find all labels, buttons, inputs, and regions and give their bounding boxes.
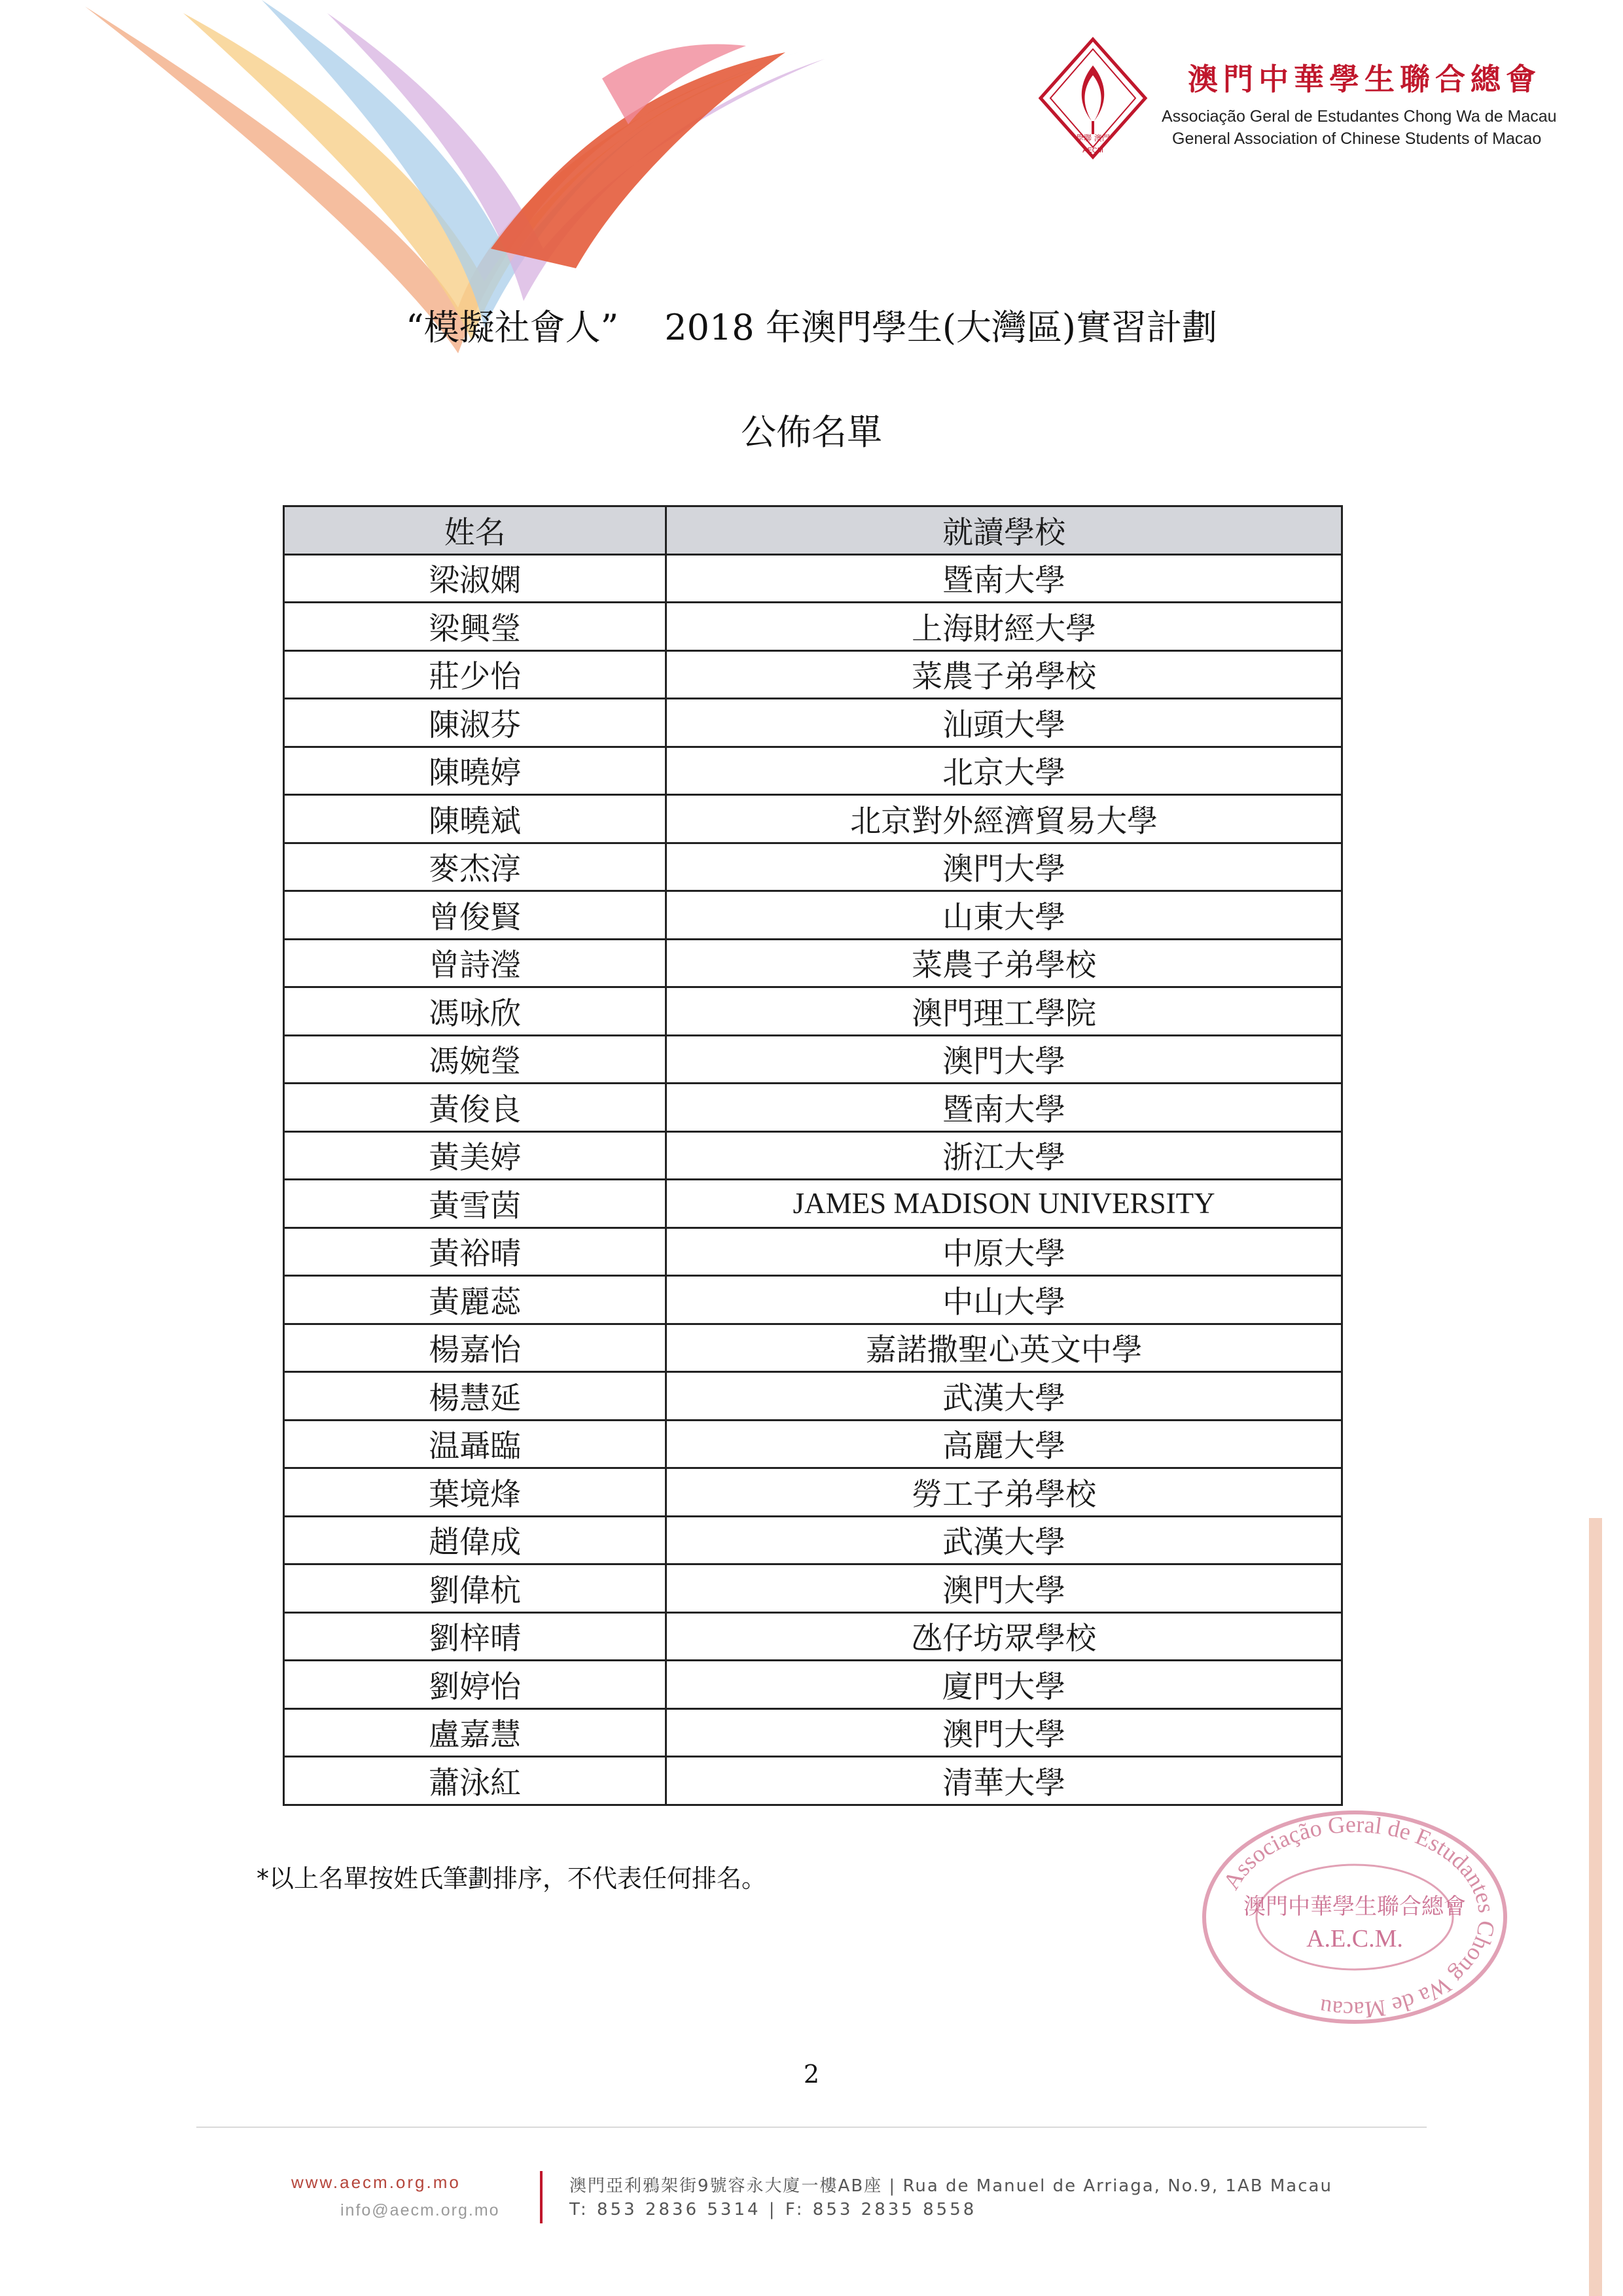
table-row xyxy=(284,554,1342,603)
table-row xyxy=(284,795,1342,843)
scan-edge-bar xyxy=(1589,1518,1602,2296)
student-school: 廈門大學 xyxy=(666,1661,1342,1709)
document-title xyxy=(0,300,1623,350)
table-row xyxy=(284,1661,1342,1709)
org-logo xyxy=(1034,36,1152,167)
student-school: 北京對外經濟貿易大學 xyxy=(666,795,1342,843)
title-main: 2018 年澳門學生(大灣區)實習計劃 xyxy=(664,307,1217,348)
student-name: 陳曉婷 xyxy=(284,747,666,795)
table-row xyxy=(284,603,1342,651)
student-name: 温聶臨 xyxy=(284,1420,666,1468)
student-school: 澳門大學 xyxy=(666,1035,1342,1084)
student-name: 葉境烽 xyxy=(284,1468,666,1517)
logo-text-top: 學聯 澳門 xyxy=(1076,133,1110,143)
student-school: 中原大學 xyxy=(666,1227,1342,1276)
footnote: *以上名單按姓氏筆劃排序，不代表任何排名。 xyxy=(257,1864,767,1893)
table-row xyxy=(284,1084,1342,1132)
student-school: 高麗大學 xyxy=(666,1420,1342,1468)
footer-divider xyxy=(196,2127,1427,2128)
org-name-en: General Association of Chinese Students of Macao xyxy=(1172,130,1542,148)
student-name: 馮咏欣 xyxy=(284,987,666,1036)
student-school: 菜農子弟學校 xyxy=(666,939,1342,987)
table-row xyxy=(284,1372,1342,1421)
student-name: 蕭泳紅 xyxy=(284,1757,666,1805)
table-row xyxy=(284,1612,1342,1661)
student-school: 中山大學 xyxy=(666,1276,1342,1324)
table-row xyxy=(284,699,1342,747)
official-seal-stamp xyxy=(1185,1806,1525,2028)
table-row xyxy=(284,650,1342,699)
org-name-pt: Associação Geral de Estudantes Chong Wa de Macau xyxy=(1162,107,1557,126)
table-row xyxy=(284,1276,1342,1324)
student-name: 麥杰淳 xyxy=(284,843,666,891)
student-school: 浙江大學 xyxy=(666,1131,1342,1180)
student-school: 澳門大學 xyxy=(666,843,1342,891)
table-row xyxy=(284,1420,1342,1468)
student-name: 劉偉杭 xyxy=(284,1564,666,1613)
table-row xyxy=(284,939,1342,987)
footer-separator xyxy=(540,2171,543,2223)
table-row xyxy=(284,1516,1342,1564)
student-name: 黃麗蕊 xyxy=(284,1276,666,1324)
student-name: 曾詩瀅 xyxy=(284,939,666,987)
student-name: 陳淑芬 xyxy=(284,699,666,747)
student-school: 澳門大學 xyxy=(666,1708,1342,1757)
table-header-row xyxy=(284,506,1342,555)
table-row xyxy=(284,891,1342,940)
student-school: 武漢大學 xyxy=(666,1516,1342,1564)
student-school: 暨南大學 xyxy=(666,1084,1342,1132)
table-row xyxy=(284,1708,1342,1757)
table-row xyxy=(284,1227,1342,1276)
page-number: 2 xyxy=(803,2060,820,2089)
table-row xyxy=(284,1468,1342,1517)
student-name: 劉梓晴 xyxy=(284,1612,666,1661)
student-school: 上海財經大學 xyxy=(666,603,1342,651)
student-school: 北京大學 xyxy=(666,747,1342,795)
student-name: 曾俊賢 xyxy=(284,891,666,940)
student-name: 盧嘉慧 xyxy=(284,1708,666,1757)
document-subtitle: 公佈名單 xyxy=(741,412,882,453)
table-row xyxy=(284,1324,1342,1372)
student-name: 馮婉瑩 xyxy=(284,1035,666,1084)
table-row xyxy=(284,1180,1342,1228)
table-row xyxy=(284,987,1342,1036)
student-name: 楊嘉怡 xyxy=(284,1324,666,1372)
student-school: 勞工子弟學校 xyxy=(666,1468,1342,1517)
footer-website[interactable]: www.aecm.org.mo xyxy=(291,2172,461,2192)
roster-table xyxy=(283,505,1343,1806)
student-name: 黃俊良 xyxy=(284,1084,666,1132)
student-school: 嘉諾撒聖心英文中學 xyxy=(666,1324,1342,1372)
seal-inner-cn: 澳門中華學生聯合總會 xyxy=(1243,1894,1466,1920)
table-row xyxy=(284,747,1342,795)
table-row xyxy=(284,843,1342,891)
title-quote: “模擬社會人” xyxy=(406,307,619,348)
seal-outer-text: Associação Geral de Estudantes Chong Wa de Macau xyxy=(1217,1810,1501,2024)
logo-text-bottom: AECM xyxy=(1082,147,1103,154)
student-name: 黃裕晴 xyxy=(284,1227,666,1276)
header-name: 姓名 xyxy=(284,506,666,555)
footer-phone-fax: T: 853 2836 5314 | F: 853 2835 8558 xyxy=(569,2200,977,2219)
student-school: 山東大學 xyxy=(666,891,1342,940)
table-row xyxy=(284,1131,1342,1180)
student-school: 澳門理工學院 xyxy=(666,987,1342,1036)
student-school: 菜農子弟學校 xyxy=(666,650,1342,699)
footer-email[interactable]: info@aecm.org.mo xyxy=(340,2201,500,2219)
seal-inner-abbr: A.E.C.M. xyxy=(1306,1925,1403,1952)
student-name: 黃美婷 xyxy=(284,1131,666,1180)
student-school: 氹仔坊眾學校 xyxy=(666,1612,1342,1661)
student-name: 陳曉斌 xyxy=(284,795,666,843)
student-name: 趙偉成 xyxy=(284,1516,666,1564)
header-school: 就讀學校 xyxy=(666,506,1342,555)
table-row xyxy=(284,1757,1342,1805)
student-school: 清華大學 xyxy=(666,1757,1342,1805)
org-name-block xyxy=(1162,56,1580,150)
student-name: 梁興瑩 xyxy=(284,603,666,651)
student-name: 莊少怡 xyxy=(284,650,666,699)
table-row xyxy=(284,1035,1342,1084)
student-school: 暨南大學 xyxy=(666,554,1342,603)
student-school: JAMES MADISON UNIVERSITY xyxy=(666,1180,1342,1228)
org-name-cn: 澳門中華學生聯合總會 xyxy=(1188,62,1541,97)
student-school: 汕頭大學 xyxy=(666,699,1342,747)
student-name: 黃雪茵 xyxy=(284,1180,666,1228)
student-school: 武漢大學 xyxy=(666,1372,1342,1421)
student-name: 梁淑嫻 xyxy=(284,554,666,603)
footer-address: 澳門亞利鴉架街9號容永大廈一樓AB座 | Rua de Manuel de Arriaga, No.9, 1AB Macau xyxy=(569,2176,1332,2196)
student-name: 楊慧延 xyxy=(284,1372,666,1421)
student-name: 劉婷怡 xyxy=(284,1661,666,1709)
table-row xyxy=(284,1564,1342,1613)
student-school: 澳門大學 xyxy=(666,1564,1342,1613)
